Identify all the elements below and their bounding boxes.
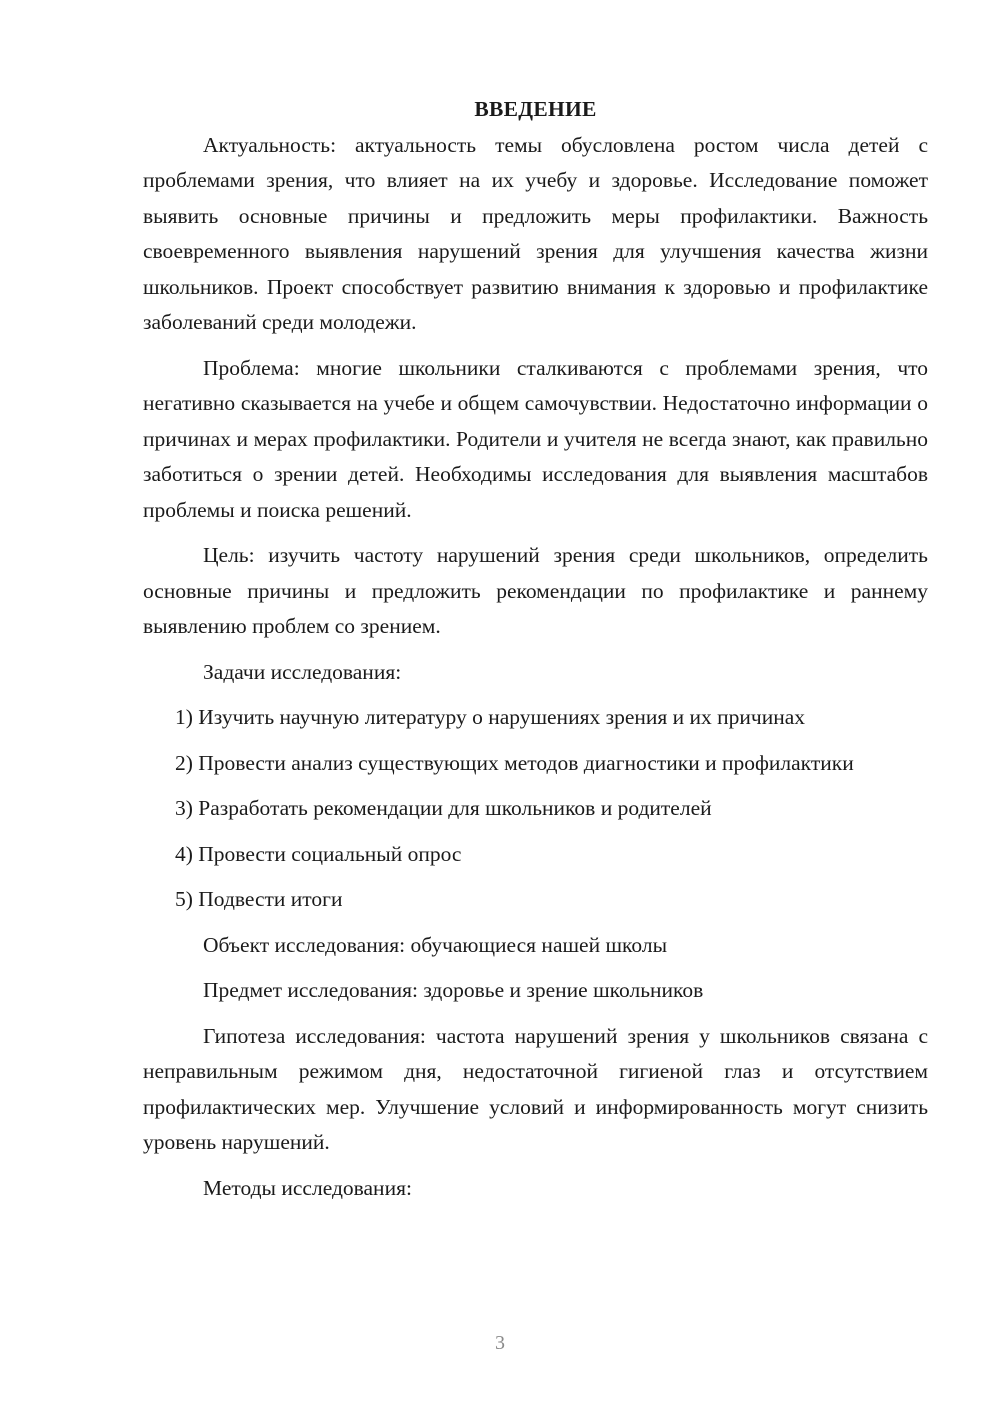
subject-paragraph: Предмет исследования: здоровье и зрение школьников bbox=[203, 978, 704, 1002]
section-title: ВВЕДЕНИЕ bbox=[474, 97, 597, 121]
object-paragraph: Объект исследования: обучающиеся нашей школы bbox=[203, 932, 668, 957]
problem-paragraph: Проблема: многие школьники сталкиваются с проблемами зрения, что негативно сказывается на учебе и общем самочувствии. Недостаточно информации о причинах и мерах профилактики. Родители и учителя не всегда знают, как правильно заботиться о зрении детей. Необходимы исследования для выявления масштабов проблемы и поиска решений. bbox=[143, 355, 928, 522]
task-item-4: 4) Провести социальный опрос bbox=[175, 841, 462, 866]
task-item-3: 3) Разработать рекомендации для школьников и родителей bbox=[175, 796, 712, 820]
page-number: 3 bbox=[495, 1332, 505, 1354]
goal-paragraph: Цель: изучить частоту нарушений зрения среди школьников, определить основные причины и предложить рекомендации по профилактике и раннему выявлению проблем со зрением. bbox=[143, 543, 928, 638]
methods-heading: Методы исследования: bbox=[203, 1175, 412, 1200]
task-item-2: 2) Провести анализ существующих методов диагностики и профилактики bbox=[175, 750, 854, 775]
relevance-paragraph: Актуальность: актуальность темы обусловлена ростом числа детей с проблемами зрения, что влияет на их учебу и здоровье. Исследование поможет выявить основные причины и предложить меры профилактики. Важность своевременного выявления нарушений зрения для улучшения качества жизни школьников. Проект способствует развитию внимания к здоровью и профилактике заболеваний среди молодежи. bbox=[143, 132, 928, 334]
task-item-5: 5) Подвести итоги bbox=[175, 887, 343, 911]
hypothesis-paragraph: Гипотеза исследования: частота нарушений зрения у школьников связана с неправильным режимом дня, недостаточной гигиеной глаз и отсутствием профилактических мер. Улучшение условий и информированность могут снизить уровень нарушений. bbox=[143, 1023, 928, 1154]
tasks-heading: Задачи исследования: bbox=[203, 659, 402, 684]
task-item-1: 1) Изучить научную литературу о нарушениях зрения и их причинах bbox=[175, 705, 806, 729]
document-page bbox=[143, 92, 928, 1206]
